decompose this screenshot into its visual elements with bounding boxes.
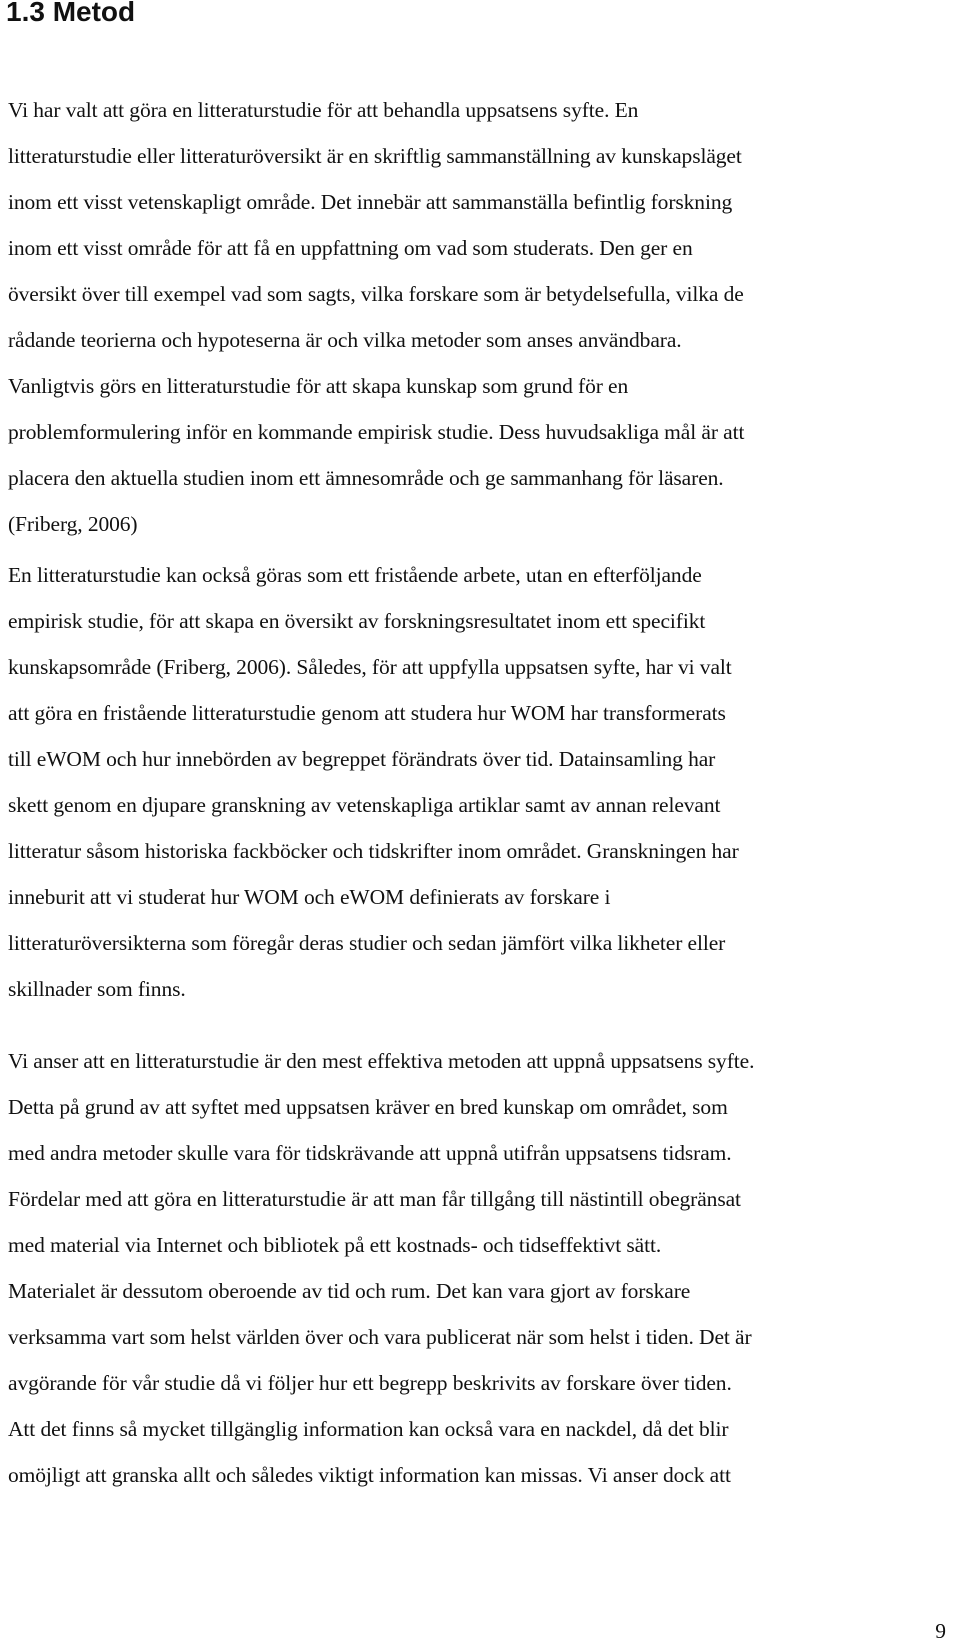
paragraph-1 xyxy=(8,87,958,547)
text-line: Fördelar med att göra en litteraturstudie är att man får tillgång till nästintill obegränsat xyxy=(8,1187,741,1211)
text-line: Vi anser att en litteraturstudie är den mest effektiva metoden att uppnå uppsatsens syfte. xyxy=(8,1049,755,1073)
text-line: (Friberg, 2006) xyxy=(8,512,138,536)
text-line: översikt över till exempel vad som sagts, vilka forskare som är betydelsefulla, vilka de xyxy=(8,282,744,306)
text-line: Vanligtvis görs en litteraturstudie för att skapa kunskap som grund för en xyxy=(8,374,629,398)
text-line: inom ett visst vetenskapligt område. Det innebär att sammanställa befintlig forskning xyxy=(8,190,733,214)
text-line: placera den aktuella studien inom ett ämnesområde och ge sammanhang för läsaren. xyxy=(8,466,724,490)
text-line: Detta på grund av att syftet med uppsatsen kräver en bred kunskap om området, som xyxy=(8,1095,728,1119)
text-line: verksamma vart som helst världen över och vara publicerat när som helst i tiden. Det är xyxy=(8,1325,752,1349)
text-line: skett genom en djupare granskning av vetenskapliga artiklar samt av annan relevant xyxy=(8,793,721,817)
text-line: En litteraturstudie kan också göras som ett fristående arbete, utan en efterföljande xyxy=(8,563,702,587)
text-line: litteraturöversikterna som föregår deras studier och sedan jämfört vilka likheter eller xyxy=(8,931,726,955)
section-heading: 1.3 Metod xyxy=(6,0,136,27)
text-line: problemformulering inför en kommande empirisk studie. Dess huvudsakliga mål är att xyxy=(8,420,745,444)
text-line: kunskapsområde (Friberg, 2006). Således, för att uppfylla uppsatsen syfte, har vi valt xyxy=(8,655,732,679)
text-line: skillnader som finns. xyxy=(8,977,186,1001)
text-line: Vi har valt att göra en litteraturstudie för att behandla uppsatsens syfte. En xyxy=(8,98,639,122)
text-line: litteratur såsom historiska fackböcker och tidskrifter inom området. Granskningen har xyxy=(8,839,739,863)
text-line: avgörande för vår studie då vi följer hur ett begrepp beskrivits av forskare över tiden. xyxy=(8,1371,732,1395)
text-line: inom ett visst område för att få en uppfattning om vad som studerats. Den ger en xyxy=(8,236,693,260)
text-line: med material via Internet och bibliotek på ett kostnads- och tidseffektivt sätt. xyxy=(8,1233,662,1257)
text-line: med andra metoder skulle vara för tidskrävande att uppnå utifrån uppsatsens tidsram. xyxy=(8,1141,732,1165)
text-line: inneburit att vi studerat hur WOM och eWOM definierats av forskare i xyxy=(8,885,611,909)
text-line: Materialet är dessutom oberoende av tid och rum. Det kan vara gjort av forskare xyxy=(8,1279,691,1303)
text-line: att göra en fristående litteraturstudie genom att studera hur WOM har transformerats xyxy=(8,701,726,725)
text-line: litteraturstudie eller litteraturöversikt är en skriftlig sammanställning av kunskapsläget xyxy=(8,144,742,168)
text-line: empirisk studie, för att skapa en översikt av forskningsresultatet inom ett specifikt xyxy=(8,609,706,633)
text-line: till eWOM och hur innebörden av begreppet förändrats över tid. Datainsamling har xyxy=(8,747,716,771)
text-line: Att det finns så mycket tillgänglig information kan också vara en nackdel, då det blir xyxy=(8,1417,729,1441)
text-line: rådande teorierna och hypoteserna är och vilka metoder som anses användbara. xyxy=(8,328,682,352)
text-line: omöjligt att granska allt och således viktigt information kan missas. Vi anser dock att xyxy=(8,1463,731,1487)
paragraph-3 xyxy=(8,1038,958,1498)
page-number: 9 xyxy=(935,1619,946,1643)
paragraph-2 xyxy=(8,552,958,1012)
